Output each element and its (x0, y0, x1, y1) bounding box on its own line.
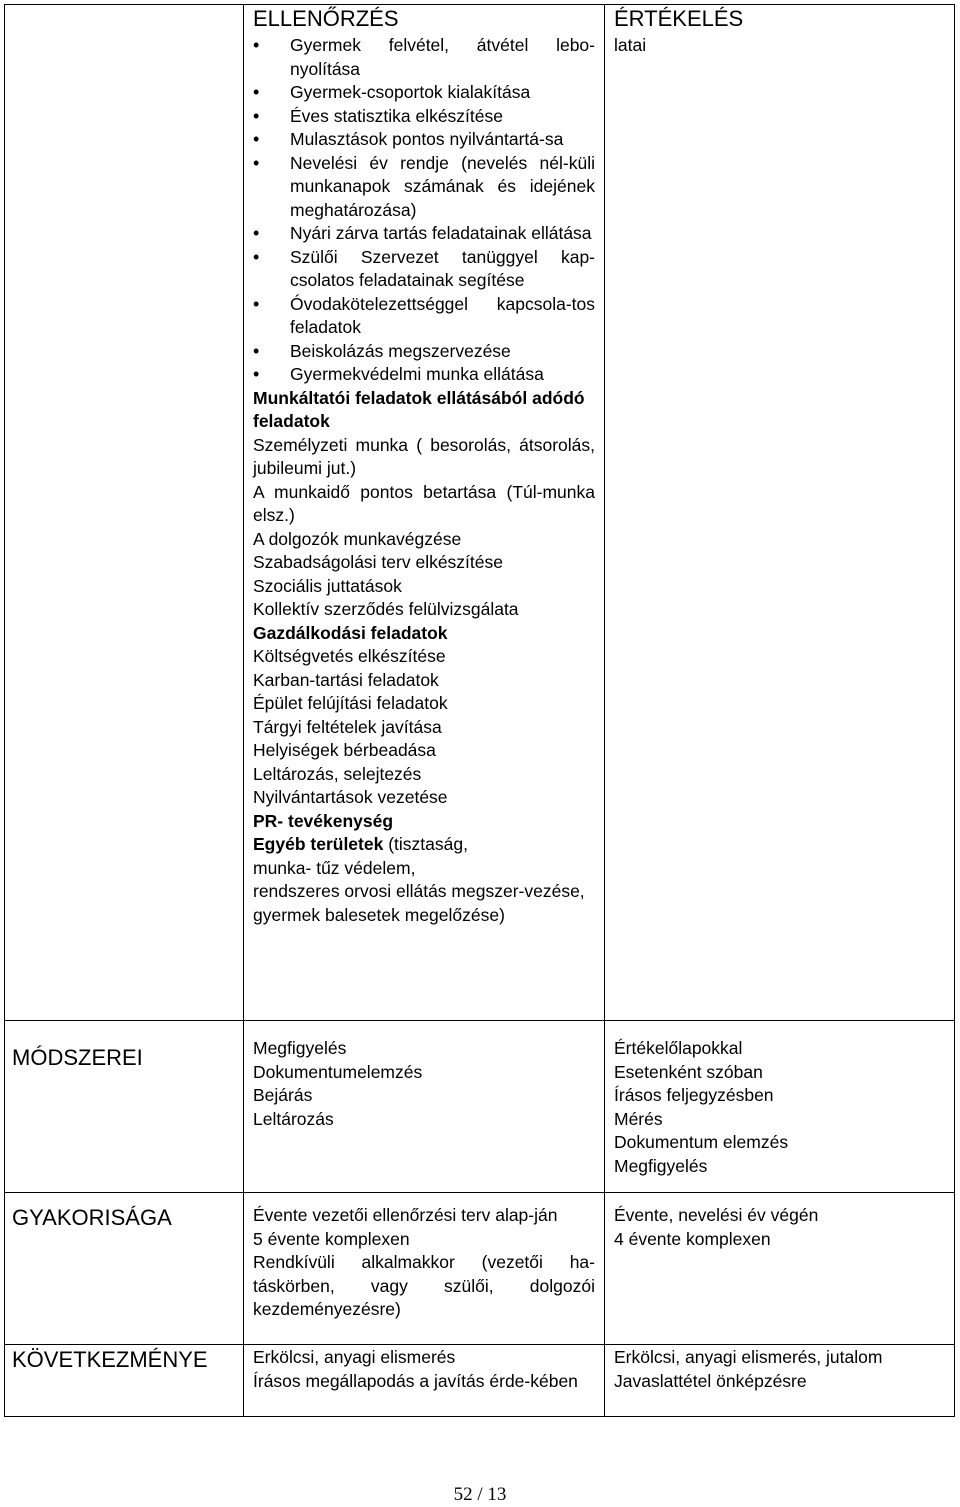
frequency-label: GYAKORISÁGA (12, 1205, 172, 1230)
column-divider (243, 5, 244, 1416)
column-divider (604, 5, 605, 1416)
list-item: Leltározás (253, 1108, 334, 1129)
methods-col1 (253, 1037, 595, 1131)
consequence-col2 (614, 1346, 944, 1393)
header-ertekeles: ÉRTÉKELÉS (614, 6, 744, 31)
list-item: • Gyermekvédelmi munka ellátása (253, 363, 595, 387)
list-item: Személyzeti munka ( besorolás, átsorolás, jubileumi jut.) (253, 434, 595, 478)
list-item: • Óvodakötelezettséggel kapcsola-tos feladatok (253, 293, 595, 340)
economic-heading: Gazdálkodási feladatok (253, 622, 448, 643)
row-divider (5, 1192, 954, 1193)
list-item: Tárgyi feltételek javítása (253, 716, 442, 737)
header-ellenorzes: ELLENŐRZÉS (253, 6, 399, 31)
list-item: Leltározás, selejtezés (253, 763, 422, 784)
frequency-col1 (253, 1204, 595, 1322)
list-item: Mérés (614, 1108, 663, 1129)
list-item: • Nevelési év rendje (nevelés nél-küli munkanapok számának és idejének meghatározása) (253, 152, 595, 223)
list-item: • Gyermek-csoportok kialakítása (253, 81, 595, 105)
control-areas (253, 34, 595, 927)
list-item: Nyilvántartások vezetése (253, 787, 448, 807)
employer-heading: Munkáltatói feladatok ellátásából adódó feladatok (253, 387, 585, 431)
row-divider (5, 1020, 954, 1021)
list-item: rendszeres orvosi ellátás megszer-vezése, (253, 881, 585, 901)
page-number: 52 / 13 (453, 1484, 507, 1505)
other-rest: (tisztaság, (383, 834, 468, 854)
list-item: Javaslattétel önképzésre (614, 1370, 807, 1391)
list-item: Kollektív szerződés felülvizsgálata (253, 599, 519, 619)
list-item: • Nyári zárva tartás feladatainak ellátása (253, 222, 595, 246)
list-item: Értékelőlapokkal (614, 1038, 743, 1058)
methods-col2 (614, 1037, 944, 1178)
list-item: Karban-tartási feladatok (253, 669, 439, 690)
list-item: Épület felújítási feladatok (253, 693, 448, 713)
list-item: Évente vezetői ellenőrzési terv alap-ján (253, 1205, 558, 1225)
bullet-list (253, 34, 595, 387)
list-item: Megfigyelés (614, 1155, 708, 1176)
list-item: Költségvetés elkészítése (253, 646, 446, 666)
list-item: • Beiskolázás megszervezése (253, 340, 595, 364)
list-item: Megfigyelés (253, 1038, 347, 1058)
consequence-col1 (253, 1346, 595, 1393)
list-item: • Mulasztások pontos nyilvántartá-sa (253, 128, 595, 152)
list-item: Bejárás (253, 1085, 313, 1105)
list-item: Erkölcsi, anyagi elismerés (253, 1347, 456, 1367)
consequence-label: KÖVETKEZMÉNYE (12, 1347, 208, 1372)
list-item: Dokumentumelemzés (253, 1061, 423, 1082)
list-item: Esetenként szóban (614, 1061, 763, 1082)
list-item: munka- tűz védelem, (253, 857, 416, 878)
list-item: Írásos megállapodás a javítás érde-kében (253, 1370, 578, 1391)
list-item: 5 évente komplexen (253, 1228, 410, 1249)
list-item: • Gyermek felvétel, átvétel lebo-nyolítása (253, 34, 595, 81)
list-item: A munkaidő pontos betartása (Túl-munka elsz.) (253, 481, 595, 525)
list-item: • Szülői Szervezet tanüggyel kap-csolatos feladatainak segítése (253, 246, 595, 293)
list-item: Szociális juttatások (253, 575, 402, 596)
pr-heading: PR- tevékenység (253, 810, 394, 831)
list-item: Szabadságolási terv elkészítése (253, 552, 503, 572)
list-item: Helyiségek bérbeadása (253, 740, 436, 760)
methods-label: MÓDSZEREI (12, 1045, 143, 1070)
list-item: Erkölcsi, anyagi elismerés, jutalom (614, 1347, 883, 1367)
list-item: gyermek balesetek megelőzése) (253, 904, 505, 925)
list-item: A dolgozók munkavégzése (253, 528, 462, 549)
list-item: • Éves statisztika elkészítése (253, 105, 595, 129)
list-item: Évente, nevelési év végén (614, 1205, 819, 1225)
other-areas-line (253, 833, 595, 857)
list-item: Írásos feljegyzésben (614, 1085, 774, 1105)
evaluation-text: latai (614, 35, 647, 55)
list-item: Dokumentum elemzés (614, 1132, 789, 1152)
other-heading: Egyéb területek (253, 834, 384, 854)
row-divider (5, 1344, 954, 1345)
list-item: Rendkívüli alkalmakkor (vezetői ha-táskörben, vagy szülői, dolgozói kezdeményezésre) (253, 1252, 595, 1319)
frequency-col2 (614, 1204, 944, 1251)
list-item: 4 évente komplexen (614, 1228, 771, 1249)
